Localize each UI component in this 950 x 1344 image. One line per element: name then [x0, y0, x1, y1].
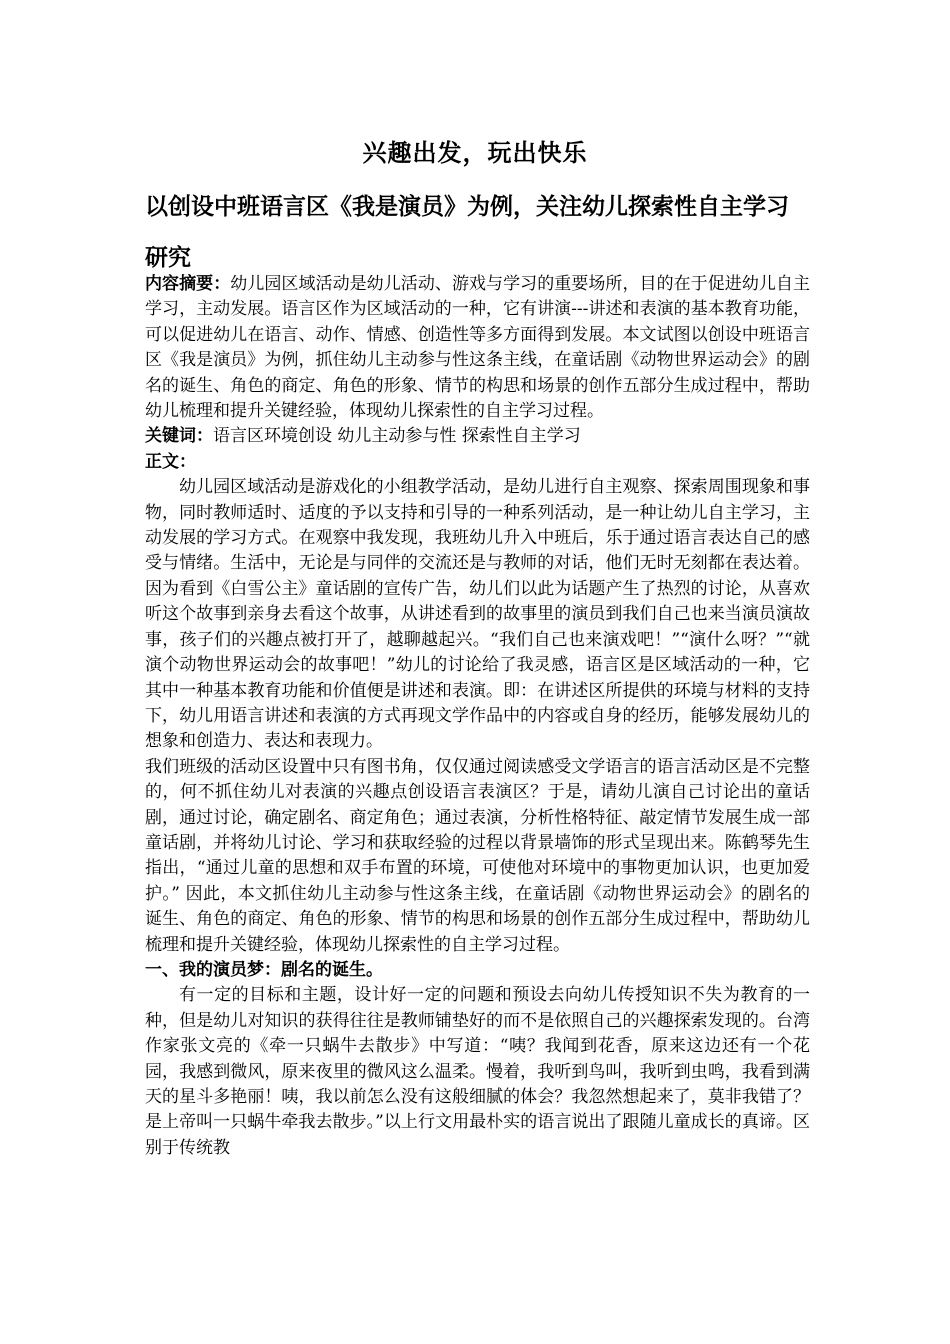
section-heading-1: 一、我的演员梦：剧名的诞生。 — [145, 959, 383, 980]
keywords-text: 语言区环境创设 幼儿主动参与性 探索性自主学习 — [213, 426, 581, 447]
body-paragraph-3: 有一定的目标和主题，设计好一定的问题和预设去向幼儿传授知识不失为教育的一种，但是幼儿对知识的获得往往是教师铺垫好的而不是依照自己的兴趣探索发现的。台湾作家张文亮的《牵一只蜗牛去散步》中写道：“咦？我闻到花香，原来这边还有一个花园，我感到微风，原来夜里的微风这么温柔。慢着，我听到鸟叫，我听到虫鸣，我看到满天的星斗多艳丽！咦，我以前怎么没有这般细腻的体会？我忽然想起来了，莫非我错了？是上帝叫一只蜗牛牵我去散步。”以上行文用最朴实的语言说出了跟随儿童成长的真谛。区别于传统教 — [145, 985, 810, 1158]
abstract-paragraph — [145, 272, 810, 424]
main-text-label: 正文： — [145, 451, 196, 472]
body-paragraph-2: 我们班级的活动区设置中只有图书角，仅仅通过阅读感受文学语言的语言活动区是不完整的，何不抓住幼儿对表演的兴趣点创设语言表演区？于是，请幼儿演自己讨论出的童话剧，通过讨论，确定剧名、商定角色；通过表演，分析性格特征、敲定情节发展生成一部童话剧，并将幼儿讨论、学习和获取经验的过程以背景墙饰的形式呈现出来。陈鹤琴先生指出，“通过儿童的思想和双手布置的环境，可使他对环境中的事物更加认识，也更加爱护。” 因此，本文抓住幼儿主动参与性这条主线，在童话剧《动物世界运动会》的剧名的诞生、角色的商定、角色的形象、情节的构思和场景的创作五部分生成过程中，帮助幼儿梳理和提升关键经验，体现幼儿探索性的自主学习过程。 — [145, 756, 810, 955]
document-body — [145, 272, 810, 1161]
abstract-label: 内容摘要： — [145, 274, 231, 294]
abstract-text: 幼儿园区域活动是幼儿活动、游戏与学习的重要场所，目的在于促进幼儿自主学习，主动发展。语言区作为区域活动的一种，它有讲演---讲述和表演的基本教育功能，可以促进幼儿在语言、动作、情感、创造性等多方面得到发展。本文试图以创设中班语言区《我是演员》为例，抓住幼儿主动参与性这条主线，在童话剧《动物世界运动会》的剧名的诞生、角色的商定、角色的形象、情节的构思和场景的创作五部分生成过程中，帮助幼儿梳理和提升关键经验，体现幼儿探索性的自主学习过程。 — [145, 274, 811, 422]
keywords-label: 关键词： — [145, 426, 213, 447]
body-paragraph-1: 幼儿园区域活动是游戏化的小组教学活动，是幼儿进行自主观察、探索周围现象和事物，同时教师适时、适度的予以支持和引导的一种系列活动，是一种让幼儿自主学习，主动发展的学习方式。在观察中我发现，我班幼儿升入中班后，乐于通过语言表达自己的感受与情绪。生活中，无论是与同伴的交流还是与教师的对话，他们无时无刻都在表达着。因为看到《白雪公主》童话剧的宣传广告，幼儿们以此为话题产生了热烈的讨论，从喜欢听这个故事到亲身去看这个故事，从讲述看到的故事里的演员到我们自己也来当演员演故事，孩子们的兴趣点被打开了，越聊越起兴。“我们自己也来演戏吧！”“演什么呀？”“就演个动物世界运动会的故事吧！”幼儿的讨论给了我灵感，语言区是区域活动的一种，它其中一种基本教育功能和价值便是讲述和表演。即：在讲述区所提供的环境与材料的支持下，幼儿用语言讲述和表演的方式再现文学作品中的内容或自身的经历，能够发展幼儿的想象和创造力、表达和表现力。 — [145, 477, 810, 752]
keywords-line — [145, 424, 810, 449]
document-title: 兴趣出发，玩出快乐 — [362, 139, 588, 167]
document-subtitle: 以创设中班语言区《我是演员》为例，关注幼儿探索性自主学习研究 — [145, 194, 789, 271]
